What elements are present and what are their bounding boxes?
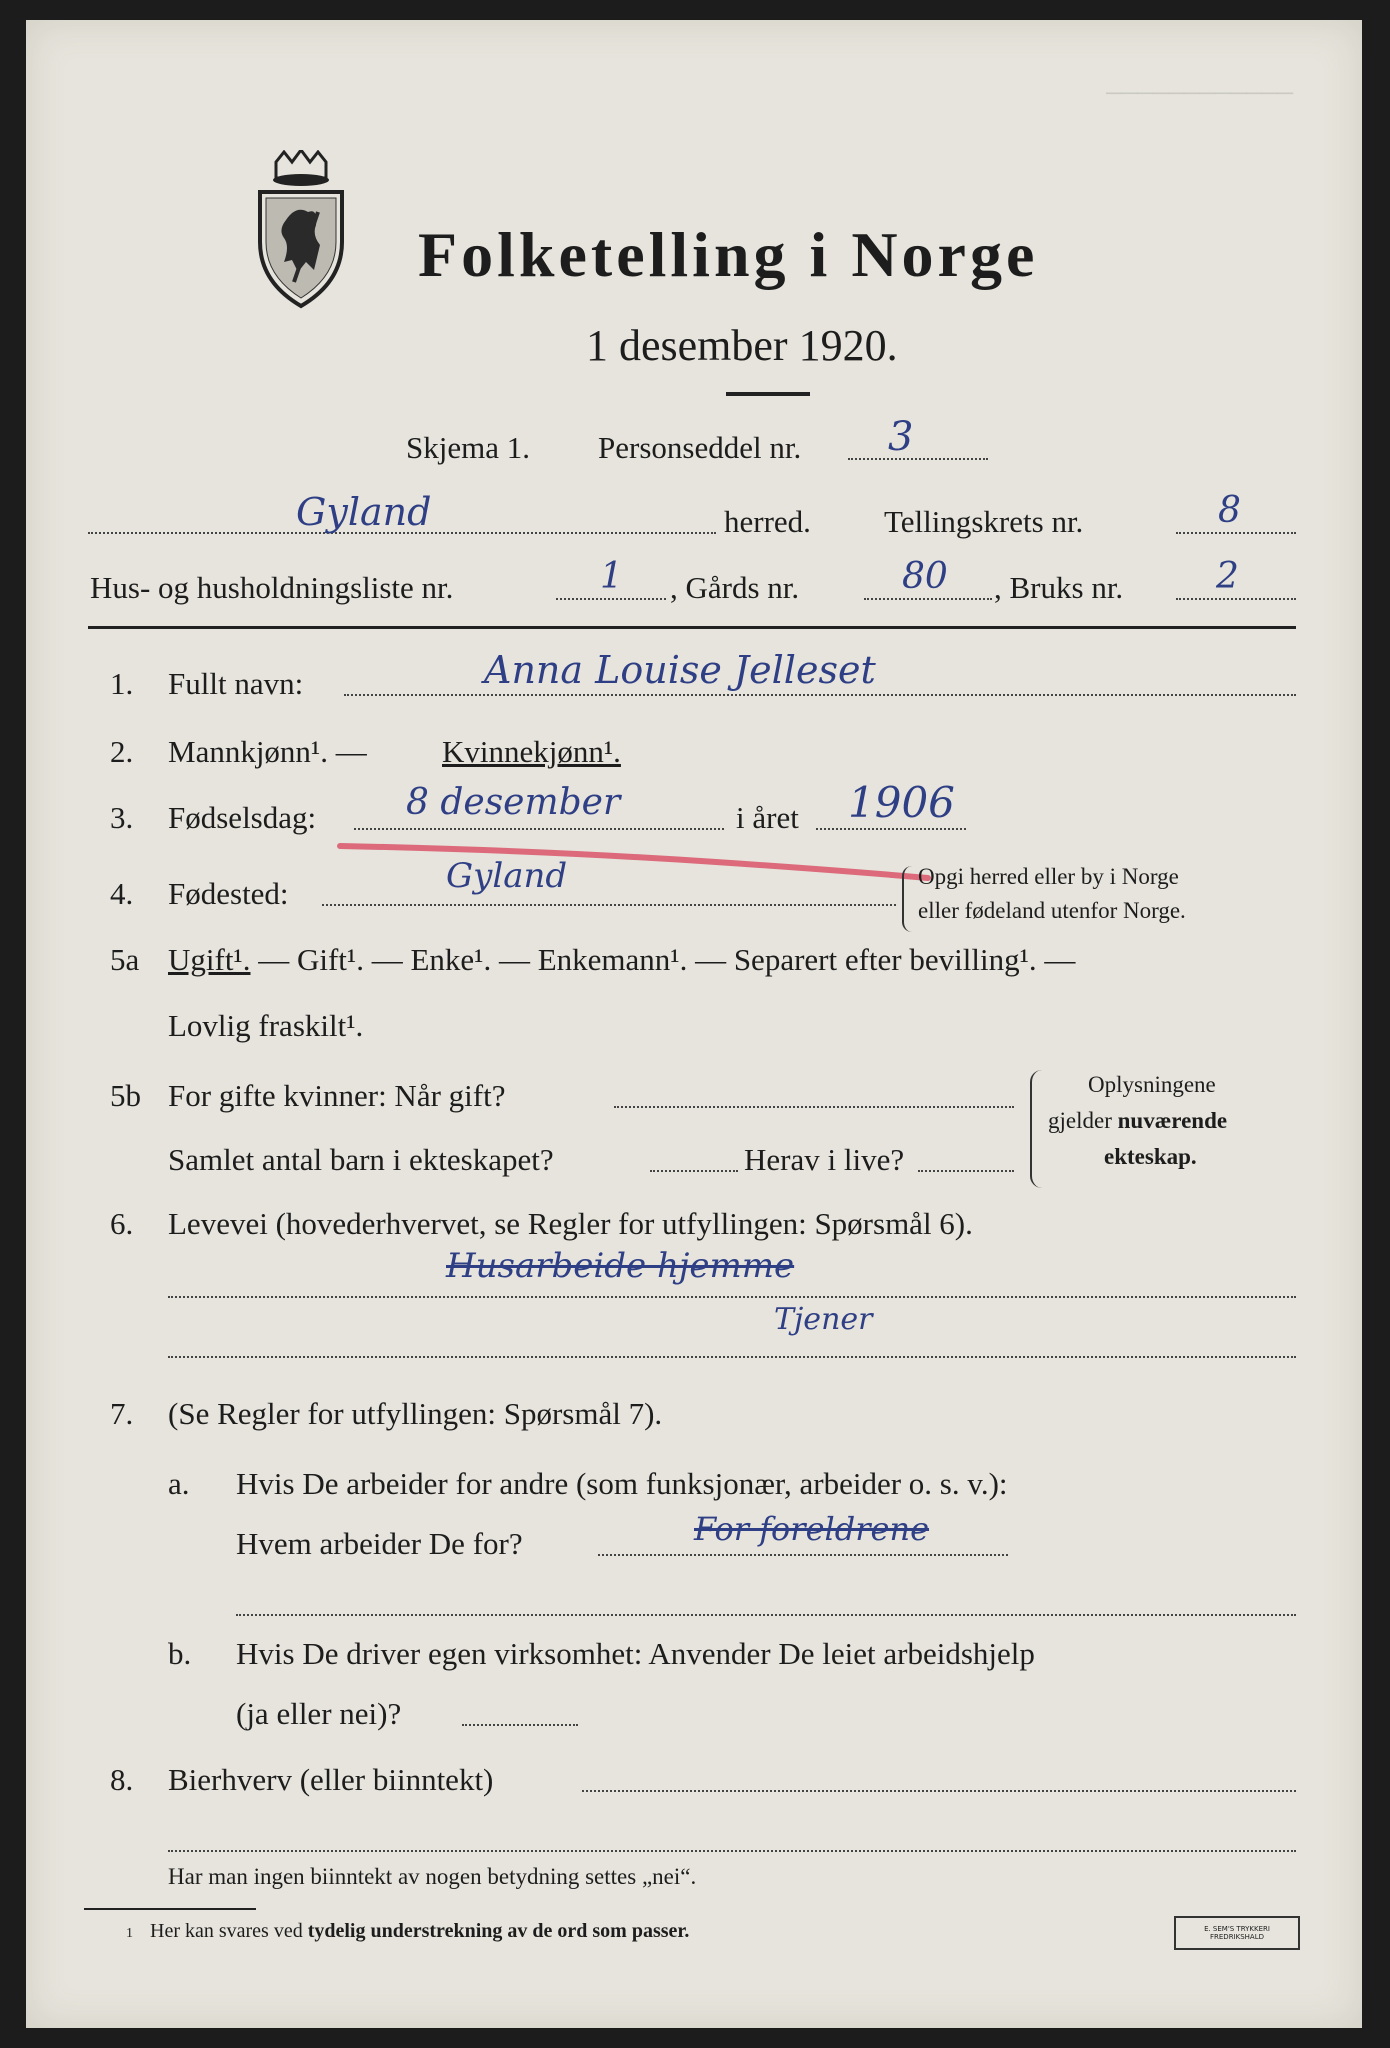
bleed-through-text: ────────────: [1106, 80, 1294, 105]
birthplace-value[interactable]: Gyland: [446, 856, 568, 896]
personseddel-value[interactable]: 3: [888, 414, 914, 460]
q7a-line-2: Hvem arbeider De for?: [236, 1526, 523, 1561]
q4-note-2: eller fødeland utenfor Norge.: [918, 898, 1186, 923]
header-rule: [88, 626, 1296, 629]
gards-label: , Gårds nr.: [670, 570, 800, 605]
q1-label: Fullt navn:: [168, 666, 304, 701]
q6-line-1: [168, 1296, 1296, 1298]
q1-number: 1.: [110, 666, 134, 701]
personseddel-line: [848, 458, 988, 460]
q8-line-1: [582, 1790, 1296, 1792]
q6-label: Levevei (hovederhvervet, se Regler for utfyllingen: Spørsmål 6).: [168, 1206, 973, 1241]
q3-label: Fødselsdag:: [168, 800, 317, 835]
q2-male[interactable]: Mannkjønn¹. —: [168, 734, 367, 769]
q7-number: 7.: [110, 1396, 134, 1431]
q7b-letter: b.: [168, 1636, 192, 1671]
q4-brace: [902, 866, 912, 932]
q5b-note-2: gjelder nuværende: [1048, 1108, 1228, 1133]
full-name-value[interactable]: Anna Louise Jelleset: [484, 648, 876, 692]
red-pencil-mark: [336, 828, 936, 888]
q5b-children-line: [650, 1170, 738, 1172]
personseddel-label: Personseddel nr.: [598, 430, 802, 465]
q8-note: Har man ingen biinntekt av nogen betydning settes „nei“.: [168, 1864, 697, 1889]
q6-line-2: [168, 1356, 1296, 1358]
q6-number: 6.: [110, 1206, 134, 1241]
q5b-note-1: Oplysningene: [1088, 1072, 1216, 1097]
q7a-letter: a.: [168, 1466, 190, 1501]
occupation-value-2[interactable]: Tjener: [774, 1302, 873, 1337]
q8-number: 8.: [110, 1762, 134, 1797]
q7a-line: [598, 1554, 1008, 1556]
q3-year-label: i året: [736, 800, 799, 835]
employer-value[interactable]: For foreldrene: [694, 1510, 930, 1548]
q5a-options: [168, 942, 1075, 978]
census-date: 1 desember 1920.: [586, 321, 898, 370]
tellingskrets-label: Tellingskrets nr.: [884, 504, 1084, 539]
footnote-text: Her kan svares ved tydelig understrekning av de ord som passer.: [150, 1920, 690, 1942]
q5b-number: 5b: [110, 1078, 141, 1113]
footnote-mark: 1: [126, 1926, 133, 1941]
herred-value[interactable]: Gyland: [296, 490, 432, 534]
q5b-brace: [1030, 1070, 1042, 1188]
q4-number: 4.: [110, 876, 134, 911]
hus-line: [556, 598, 666, 600]
q7b-line: [462, 1724, 578, 1726]
gards-line: [864, 598, 992, 600]
q5b-children-label: Samlet antal barn i ekteskapet?: [168, 1142, 554, 1177]
bruks-line: [1176, 598, 1296, 600]
birth-day-value[interactable]: 8 desember: [406, 782, 621, 823]
schema-label: Skjema 1.: [406, 430, 530, 465]
q5b-line-1: For gifte kvinner: Når gift?: [168, 1078, 506, 1113]
occupation-value-1[interactable]: Husarbeide hjemme: [446, 1246, 795, 1286]
q7b-line-2: (ja eller nei)?: [236, 1696, 402, 1731]
printer-stamp: E. SEM'S TRYKKERI FREDRIKSHALD: [1174, 1916, 1300, 1950]
footnote-rule: [84, 1908, 256, 1910]
q5b-note-3: ekteskap.: [1104, 1144, 1197, 1169]
title-divider: [726, 392, 810, 396]
tellingskrets-line: [1176, 532, 1296, 534]
q3-number: 3.: [110, 800, 134, 835]
q5b-alive-line: [918, 1170, 1014, 1172]
q7a-line-1: Hvis De arbeider for andre (som funksjonær, arbeider o. s. v.):: [236, 1466, 1008, 1501]
q5a-other-options[interactable]: — Gift¹. — Enke¹. — Enkemann¹. — Separert efter bevilling¹. —: [250, 942, 1076, 977]
bruks-value[interactable]: 2: [1216, 556, 1239, 597]
q4-note-1: Opgi herred eller by i Norge: [918, 864, 1179, 889]
q2-number: 2.: [110, 734, 134, 769]
q7-label: (Se Regler for utfyllingen: Spørsmål 7).: [168, 1396, 663, 1431]
q5b-married-line: [614, 1106, 1014, 1108]
q2-female[interactable]: Kvinnekjønn¹.: [442, 734, 621, 769]
birth-year-value[interactable]: 1906: [848, 778, 955, 827]
q7b-line-1: Hvis De driver egen virksomhet: Anvender De leiet arbeidshjelp: [236, 1636, 1035, 1671]
tellingskrets-value[interactable]: 8: [1218, 490, 1241, 531]
q8-line-2: [168, 1850, 1296, 1852]
q5a-ugift[interactable]: Ugift¹.: [168, 942, 251, 977]
q4-label: Fødested:: [168, 876, 289, 911]
hus-label: Hus- og husholdningsliste nr.: [90, 570, 454, 605]
herred-label: herred.: [724, 504, 811, 539]
q5a-line-2[interactable]: Lovlig fraskilt¹.: [168, 1008, 364, 1043]
coat-of-arms-icon: [246, 150, 356, 310]
census-form: [26, 20, 1362, 2028]
bruks-label: , Bruks nr.: [994, 570, 1124, 605]
q7a-extra-line: [236, 1614, 1296, 1616]
q4-line: [322, 904, 896, 906]
q5a-number: 5a: [110, 942, 140, 977]
hus-value[interactable]: 1: [600, 556, 623, 597]
gards-value[interactable]: 80: [902, 556, 948, 597]
q5b-alive-label: Herav i live?: [744, 1142, 905, 1177]
q8-label: Bierhverv (eller biinntekt): [168, 1762, 494, 1797]
form-title: Folketelling i Norge: [418, 219, 1039, 290]
q1-line: [344, 694, 1296, 696]
